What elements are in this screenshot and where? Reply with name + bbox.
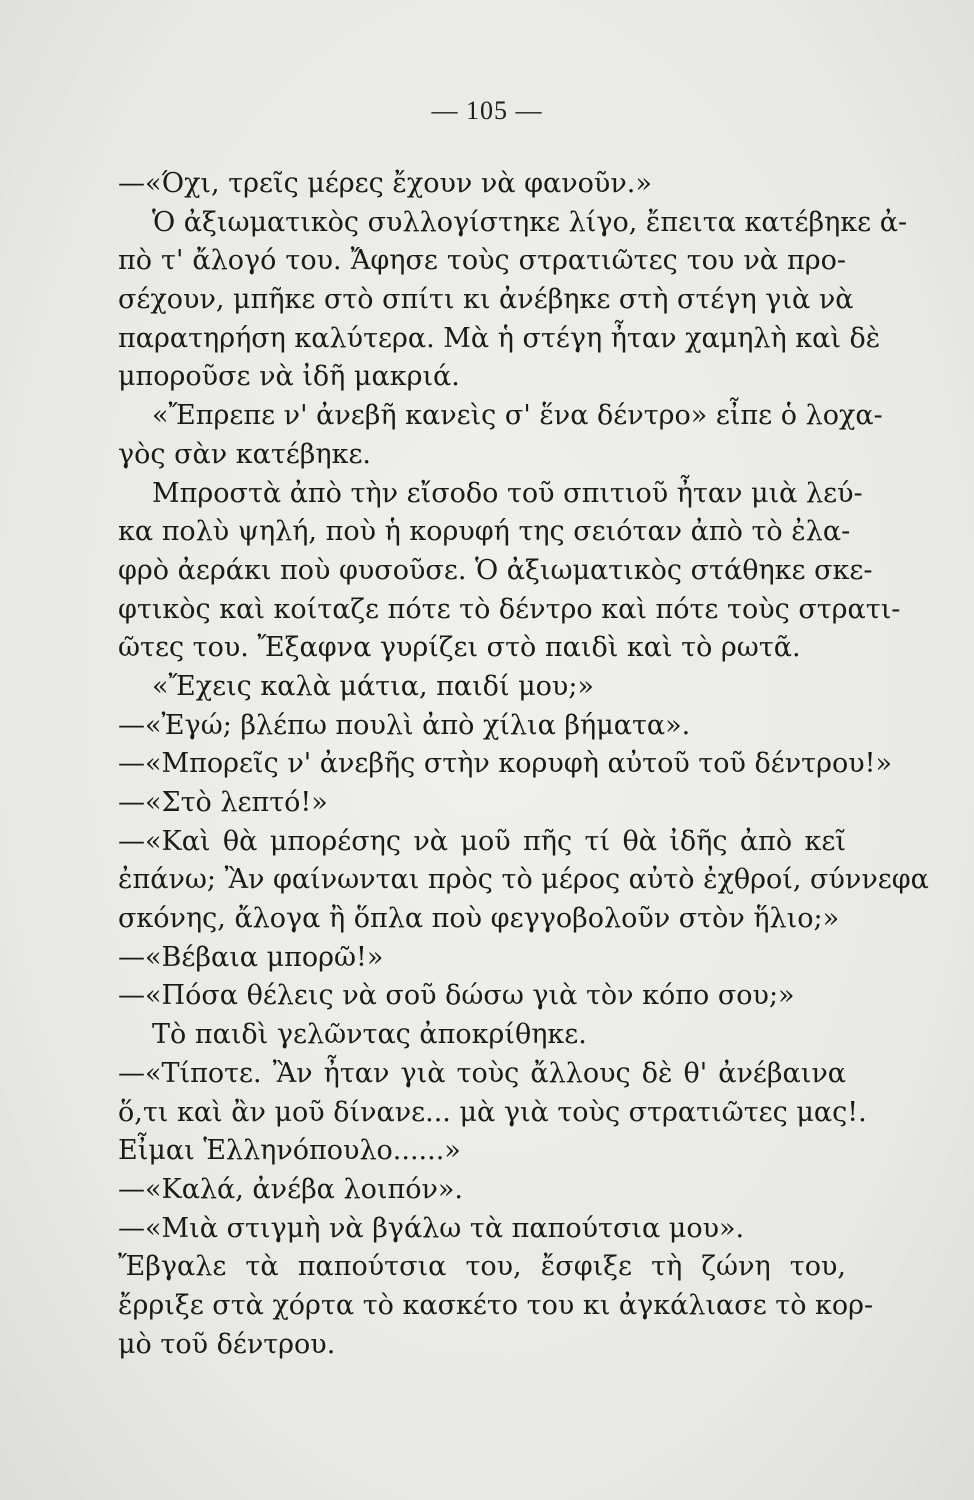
text-line: —«Τίποτε. Ἂν ἦταν γιὰ τοὺς ἄλλους δὲ θ' ἀνέβαινα xyxy=(118,1057,846,1089)
text-line: παρατηρήση καλύτερα. Μὰ ἡ στέγη ἦταν χαμηλὴ καὶ δὲ xyxy=(118,322,881,354)
text-line: κα πολὺ ψηλή, ποὺ ἡ κορυφή της σειόταν ἀπὸ τὸ ἐλα- xyxy=(118,516,851,548)
text-line: ὅ,τι καὶ ἂν μοῦ δίνανε... μὰ γιὰ τοὺς στρατιῶτες μας!. xyxy=(118,1096,867,1128)
text-line: —«Στὸ λεπτό!» xyxy=(118,787,328,818)
text-line: σέχουν, μπῆκε στὸ σπίτι κι ἀνέβηκε στὴ στέγη γιὰ νὰ xyxy=(118,284,854,316)
text-line: —«Καὶ θὰ μπορέσης νὰ μοῦ πῆς τί θὰ ἰδῆς ἀπὸ κεῖ xyxy=(118,825,846,857)
text-line: μποροῦσε νὰ ἰδῆ μακριά. xyxy=(118,361,460,393)
text-line: —«Πόσα θέλεις νὰ σοῦ δώσω γιὰ τὸν κόπο σου;» xyxy=(118,980,795,1012)
text-line: πὸ τ' ἄλογό του. Ἄφησε τοὺς στρατιῶτες του νὰ προ- xyxy=(118,245,846,277)
text-line: ἐπάνω; Ἂν φαίνωνται πρὸς τὸ μέρος αὐτὸ ἐχθροί, σύννεφα xyxy=(118,864,929,896)
text-line: «Ἔχεις καλὰ μάτια, παιδί μου;» xyxy=(152,670,594,702)
text-line: μὸ τοῦ δέντρου. xyxy=(118,1328,336,1360)
text-line: Ἔβγαλε τὰ παπούτσια του, ἔσφιξε τὴ ζώνη του, xyxy=(118,1251,846,1283)
text-line: Μπροστὰ ἀπὸ τὴν εἴσοδο τοῦ σπιτιοῦ ἦταν μιὰ λεύ- xyxy=(152,477,863,509)
text-line: «Ἔπρεπε ν' ἀνεβῆ κανεὶς σ' ἕνα δέντρο» εἶπε ὁ λοχα- xyxy=(152,400,883,432)
text-line: —«Όχι, τρεῖς μέρες ἔχουν νὰ φανοῦν.» xyxy=(118,168,652,199)
text-line: —«Καλά, ἀνέβα λοιπόν». xyxy=(118,1173,463,1205)
text-line: Τὸ παιδὶ γελῶντας ἀποκρίθηκε. xyxy=(152,1019,587,1051)
body-text xyxy=(118,165,929,1364)
text-line: Εἶμαι Ἑλληνόπουλο......» xyxy=(118,1135,461,1167)
text-line: —«Ἐγώ; βλέπω πουλὶ ἀπὸ χίλια βήματα». xyxy=(118,709,691,741)
text-line: —«Μπορεῖς ν' ἀνεβῆς στὴν κορυφὴ αὐτοῦ τοῦ δέντρου!» xyxy=(118,748,893,780)
text-line: φρὸ ἀεράκι ποὺ φυσοῦσε. Ὁ ἀξιωματικὸς στάθηκε σκε- xyxy=(118,554,873,586)
text-line: —«Βέβαια μπορῶ!» xyxy=(118,941,384,973)
text-line: γὸς σὰν κατέβηκε. xyxy=(118,438,372,470)
text-line: φτικὸς καὶ κοίταζε πότε τὸ δέντρο καὶ πότε τοὺς στρατι- xyxy=(118,593,901,625)
text-line: —«Μιὰ στιγμὴ νὰ βγάλω τὰ παπούτσια μου». xyxy=(118,1212,745,1244)
text-line: Ὁ ἀξιωματικὸς συλλογίστηκε λίγο, ἔπειτα κατέβηκε ἀ- xyxy=(152,206,908,238)
text-line: ἔρριξε στὰ χόρτα τὸ κασκέτο του κι ἀγκάλιασε τὸ κορ- xyxy=(118,1289,874,1321)
text-line: σκόνης, ἄλογα ἢ ὅπλα ποὺ φεγγοβολοῦν στὸν ἥλιο;» xyxy=(118,903,840,935)
page-number: — 105 — xyxy=(431,96,543,125)
text-line: ῶτες του. Ἔξαφνα γυρίζει στὸ παιδὶ καὶ τὸ ρωτᾶ. xyxy=(118,632,801,664)
